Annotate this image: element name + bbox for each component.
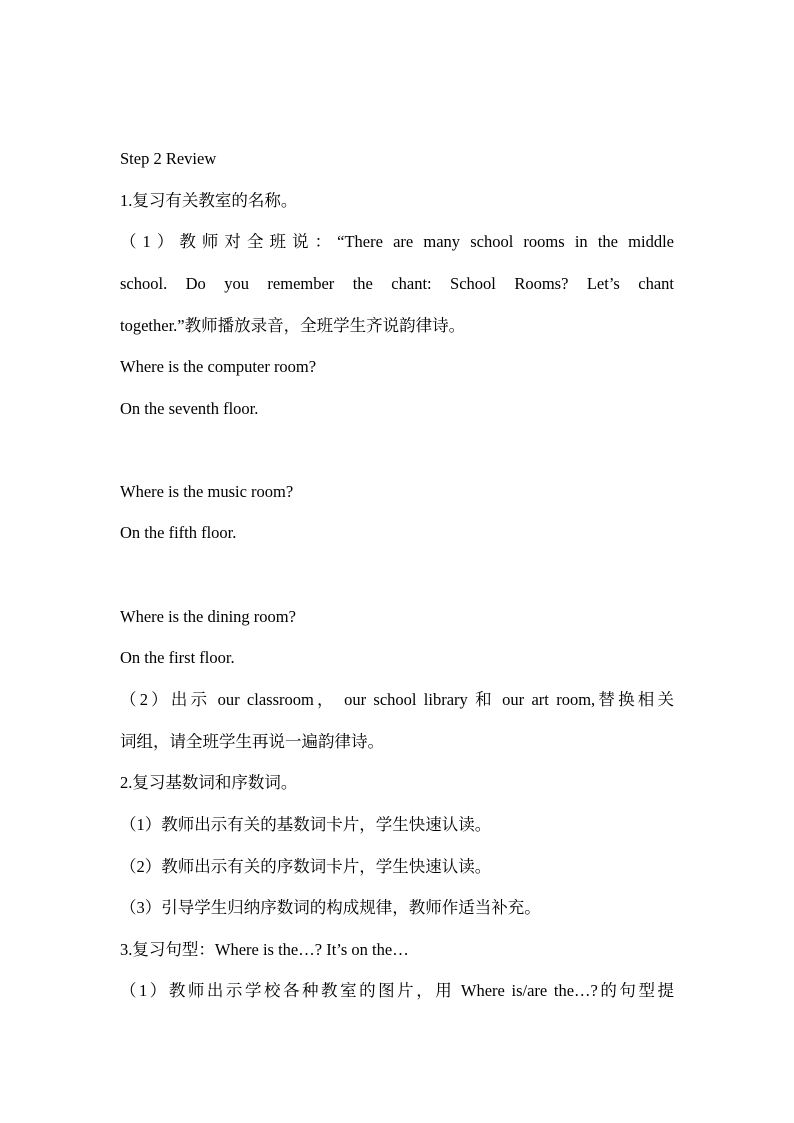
chant-answer: On the first floor. <box>120 648 235 667</box>
chant-question: Where is the music room? <box>120 482 294 501</box>
subheading-2: 2.复习基数词和序数词。 <box>120 773 298 792</box>
list-item: （3）引导学生归纳序数词的构成规律，教师作适当补充。 <box>120 898 541 917</box>
subheading-3: 3.复习句型：Where is the…? It’s on the… <box>120 940 409 959</box>
paragraph-line: （1）教师对全班说：“There are many school rooms in the middle <box>120 232 674 251</box>
paragraph-line: 词组，请全班学生再说一遍韵律诗。 <box>120 732 384 751</box>
chant-answer: On the seventh floor. <box>120 399 259 418</box>
chant-question: Where is the computer room? <box>120 357 317 376</box>
list-item: （1）教师出示有关的基数词卡片，学生快速认读。 <box>120 815 492 834</box>
paragraph-line: together.”教师播放录音，全班学生齐说韵律诗。 <box>120 316 466 335</box>
list-item: （1）教师出示学校各种教室的图片，用 Where is/are the…?的句型提 <box>120 981 674 1000</box>
subheading-1: 1.复习有关教室的名称。 <box>120 191 298 210</box>
chant-answer: On the fifth floor. <box>120 523 237 542</box>
paragraph-line: school. Do you remember the chant: School Rooms? Let’s chant <box>120 274 674 293</box>
paragraph-line: （2）出示 our classroom， our school library 和 our art room,替换相关 <box>120 690 674 709</box>
chant-question: Where is the dining room? <box>120 607 296 626</box>
section-heading: Step 2 Review <box>120 149 217 168</box>
list-item: （2）教师出示有关的序数词卡片，学生快速认读。 <box>120 857 492 876</box>
